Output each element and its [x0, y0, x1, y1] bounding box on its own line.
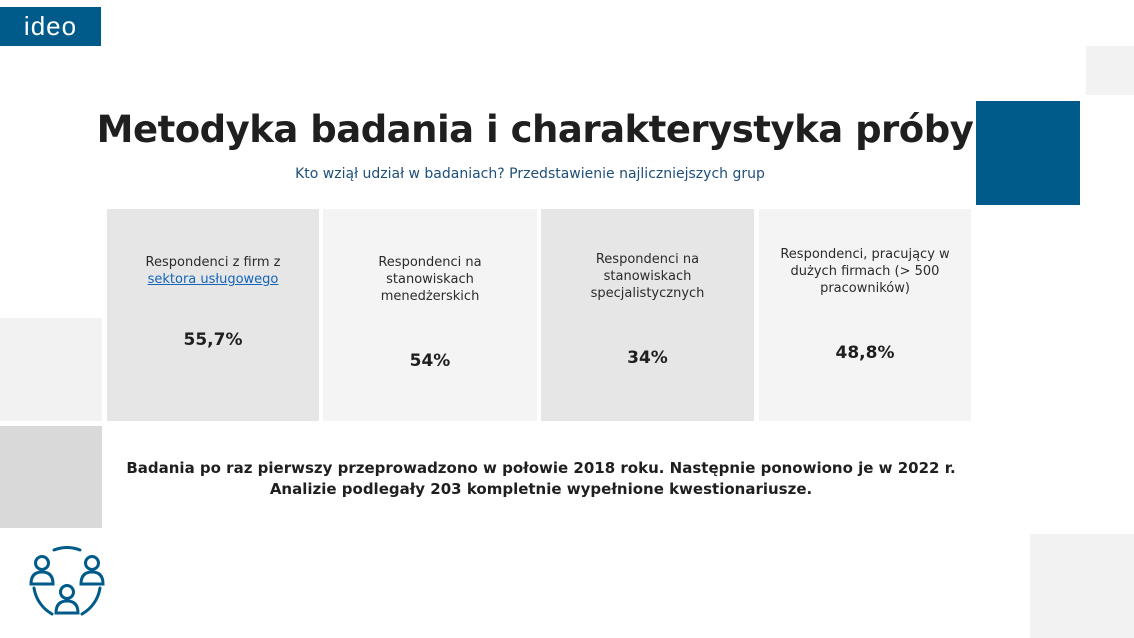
stat-card-value: 34%	[627, 348, 668, 368]
people-group-icon	[28, 546, 106, 622]
stat-card-label-text: Respondenci z firm z	[145, 255, 281, 270]
stat-card-label: Respondenci, pracujący w dużych firmach (> 500 pracowników)	[780, 247, 950, 296]
ideo-logo: ideo	[0, 7, 101, 46]
services-sector-link[interactable]: sektora usługowego	[147, 272, 279, 287]
decorative-square	[1086, 46, 1134, 95]
stat-card-managers	[323, 209, 537, 421]
slide-subtitle: Kto wziął udział w badaniach? Przedstawienie najliczniejszych grup	[295, 166, 765, 182]
slide-title: Metodyka badania i charakterystyka próby	[96, 108, 974, 151]
decorative-square	[1030, 534, 1134, 638]
stat-card-large-firms	[759, 209, 971, 421]
stat-card-label: Respondenci na stanowiskach menedżerskich	[378, 255, 482, 304]
stat-card-label	[146, 254, 281, 288]
stat-card-specialists	[541, 209, 754, 421]
stat-card-value: 55,7%	[183, 330, 243, 350]
summary-line: Analizie podlegały 203 kompletnie wypełnione kwestionariusze.	[269, 480, 813, 498]
stat-card-value: 54%	[409, 351, 451, 371]
stat-card-value: 48,8%	[835, 343, 895, 363]
summary-line: Badania po raz pierwszy przeprowadzono w połowie 2018 roku. Następnie ponowiono je w 2022 r.	[126, 459, 956, 477]
methodology-summary	[0, 458, 1082, 500]
stat-card-label: Respondenci na stanowiskach specjalistycznych	[590, 252, 705, 301]
stat-card-services	[107, 209, 319, 421]
decorative-square	[0, 318, 102, 421]
